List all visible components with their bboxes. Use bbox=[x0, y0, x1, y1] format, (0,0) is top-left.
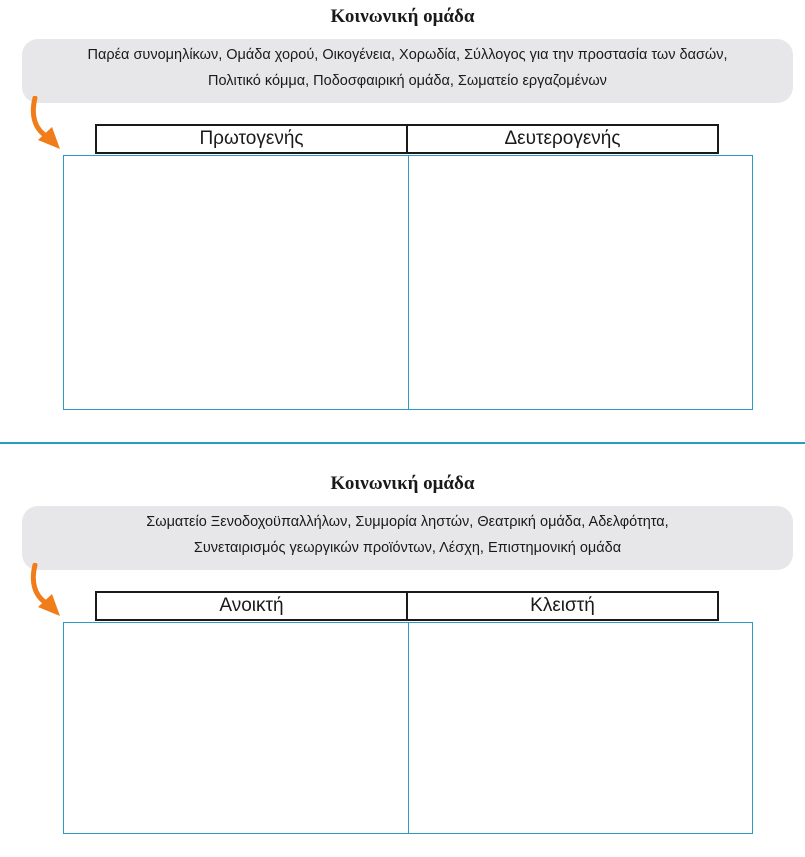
section-2-term-box bbox=[22, 506, 793, 570]
section-2-sort-grid bbox=[63, 622, 753, 834]
section-1-grid-divider bbox=[408, 156, 409, 409]
section-1-sort-grid bbox=[63, 155, 753, 410]
section-2-column-closed: Κλειστή bbox=[406, 593, 717, 619]
section-1-terms-line-2: Πολιτικό κόμμα, Ποδοσφαιρική ομάδα, Σωματείο εργαζομένων bbox=[208, 73, 607, 89]
section-1-title: Κοινωνική ομάδα bbox=[330, 6, 475, 27]
section-2-terms-line-2: Συνεταιρισμός γεωργικών προϊόντων, Λέσχη, Επιστημονική ομάδα bbox=[193, 540, 622, 556]
section-divider bbox=[0, 442, 805, 444]
section-1-term-box bbox=[22, 39, 793, 103]
section-1-column-secondary: Δευτερογενής bbox=[406, 126, 717, 152]
section-2-grid-divider bbox=[408, 623, 409, 833]
curved-arrow-down-icon bbox=[28, 96, 66, 156]
section-2-header-row bbox=[95, 591, 719, 621]
section-1-header-row bbox=[95, 124, 719, 154]
section-2-title: Κοινωνική ομάδα bbox=[330, 473, 475, 494]
section-1-column-primary: Πρωτογενής bbox=[199, 128, 304, 149]
curved-arrow-down-icon bbox=[28, 563, 66, 623]
section-2-terms-line-1: Σωματείο Ξενοδοχοϋπαλλήλων, Συμμορία ληστών, Θεατρική ομάδα, Αδελφότητα, bbox=[146, 514, 669, 530]
section-1-terms-line-1: Παρέα συνομηλίκων, Ομάδα χορού, Οικογένεια, Χορωδία, Σύλλογος για την προστασία των δασών, bbox=[87, 47, 728, 63]
section-2-column-open: Ανοικτή bbox=[219, 595, 284, 616]
